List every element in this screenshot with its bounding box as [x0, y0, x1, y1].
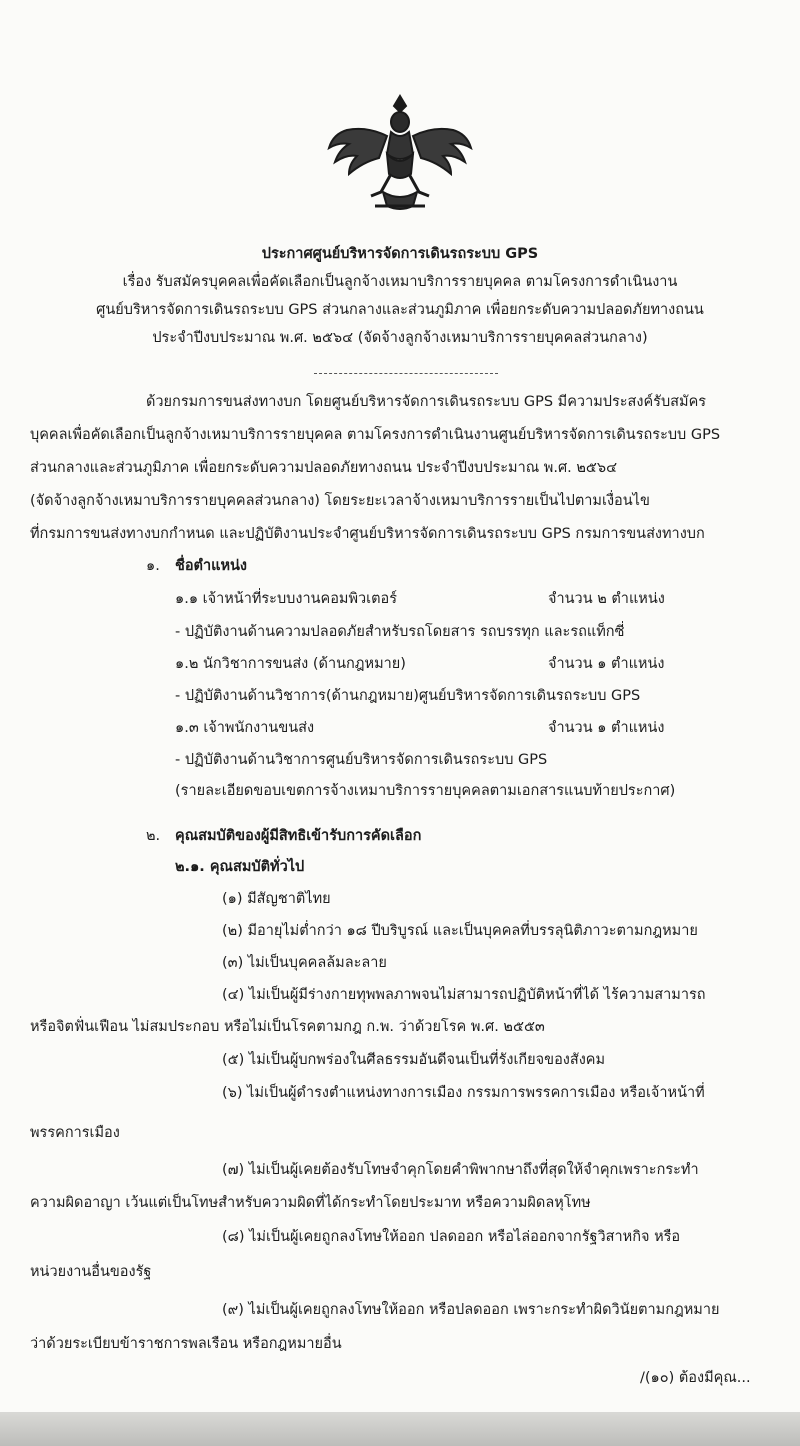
- qual-item-6-line1: (๖) ไม่เป็นผู้ดำรงตำแหน่งทางการเมือง กรรมการพรรคการเมือง หรือเจ้าหน้าที่: [222, 1085, 705, 1101]
- header-divider: [314, 373, 498, 374]
- qual-item-7-line2: ความผิดอาญา เว้นแต่เป็นโทษสำหรับความผิดที่ได้กระทำโดยประมาท หรือความผิดลหุโทษ: [30, 1195, 591, 1211]
- qual-item-6-line2: พรรคการเมือง: [30, 1125, 120, 1141]
- qual-item-3: (๓) ไม่เป็นบุคคลล้มละลาย: [222, 955, 387, 971]
- subject-line-2: ศูนย์บริหารจัดการเดินรถระบบ GPS ส่วนกลางและส่วนภูมิภาค เพื่อยกระดับความปลอดภัยทางถนน: [96, 302, 704, 318]
- continuation-text: /(๑๐) ต้องมีคุณ...: [640, 1370, 751, 1386]
- qual-item-4-line2: หรือจิตฟั่นเฟือน ไม่สมประกอบ หรือไม่เป็นโรคตามกฎ ก.พ. ว่าด้วยโรค พ.ศ. ๒๕๕๓: [30, 1019, 545, 1035]
- qual-item-8-line1: (๘) ไม่เป็นผู้เคยถูกลงโทษให้ออก ปลดออก หรือไล่ออกจากรัฐวิสาหกิจ หรือ: [222, 1229, 681, 1245]
- intro-line-2: บุคคลเพื่อคัดเลือกเป็นลูกจ้างเหมาบริการรายบุคคล ตามโครงการดำเนินงานศูนย์บริหารจัดการเดินรถระบบ GPS: [30, 427, 721, 443]
- qual-item-8-line2: หน่วยงานอื่นของรัฐ: [30, 1264, 152, 1280]
- section1-note: (รายละเอียดขอบเขตการจ้างเหมาบริการรายบุคคลตามเอกสารแนบท้ายประกาศ): [175, 783, 676, 799]
- qual-item-9-line1: (๙) ไม่เป็นผู้เคยถูกลงโทษให้ออก หรือปลดออก เพราะกระทำผิดวินัยตามกฎหมาย: [222, 1302, 720, 1318]
- section1-heading: ชื่อตำแหน่ง: [175, 558, 248, 574]
- qual-item-1: (๑) มีสัญชาติไทย: [222, 891, 331, 907]
- position-2-title: ๑.๒ นักวิชาการขนส่ง (ด้านกฎหมาย): [175, 656, 406, 672]
- position-2-desc: - ปฏิบัติงานด้านวิชาการ(ด้านกฎหมาย)ศูนย์บริหารจัดการเดินรถระบบ GPS: [175, 688, 641, 704]
- intro-line-1: ด้วยกรมการขนส่งทางบก โดยศูนย์บริหารจัดการเดินรถระบบ GPS มีความประสงค์รับสมัคร: [146, 394, 707, 410]
- position-2-qty: จำนวน ๑ ตำแหน่ง: [548, 656, 665, 672]
- announcement-title: ประกาศศูนย์บริหารจัดการเดินรถระบบ GPS: [261, 246, 539, 262]
- position-3-desc: - ปฏิบัติงานด้านวิชาการศูนย์บริหารจัดการเดินรถระบบ GPS: [175, 752, 548, 768]
- subject-line-1: เรื่อง รับสมัครบุคคลเพื่อคัดเลือกเป็นลูกจ้างเหมาบริการรายบุคคล ตามโครงการดำเนินงาน: [122, 274, 678, 290]
- qual-item-5: (๕) ไม่เป็นผู้บกพร่องในศีลธรรมอันดีจนเป็นที่รังเกียจของสังคม: [222, 1052, 606, 1068]
- section1-number: ๑.: [146, 558, 160, 574]
- qual-item-7-line1: (๗) ไม่เป็นผู้เคยต้องรับโทษจำคุกโดยคำพิพากษาถึงที่สุดให้จำคุกเพราะกระทำ: [222, 1162, 699, 1178]
- intro-line-4: (จัดจ้างลูกจ้างเหมาบริการรายบุคคลส่วนกลาง) โดยระยะเวลาจ้างเหมาบริการรายเป็นไปตามเงื่อนไข: [30, 493, 650, 509]
- intro-line-5: ที่กรมการขนส่งทางบกกำหนด และปฏิบัติงานประจำศูนย์บริหารจัดการเดินรถระบบ GPS กรมการขนส่งทางบก: [30, 526, 705, 542]
- position-3-title: ๑.๓ เจ้าพนักงานขนส่ง: [175, 720, 315, 736]
- position-1-desc: - ปฏิบัติงานด้านความปลอดภัยสำหรับรถโดยสาร รถบรรทุก และรถแท็กซี่: [175, 624, 625, 640]
- section2-number: ๒.: [146, 828, 161, 844]
- subject-line-3: ประจำปีงบประมาณ พ.ศ. ๒๕๖๔ (จัดจ้างลูกจ้างเหมาบริการรายบุคคลส่วนกลาง): [152, 330, 648, 346]
- qual-item-2: (๒) มีอายุไม่ต่ำกว่า ๑๘ ปีบริบูรณ์ และเป็นบุคคลที่บรรลุนิติภาวะตามกฎหมาย: [222, 923, 698, 939]
- intro-line-3: ส่วนกลางและส่วนภูมิภาค เพื่อยกระดับความปลอดภัยทางถนน ประจำปีงบประมาณ พ.ศ. ๒๕๖๔: [30, 460, 618, 476]
- section2-subheading: ๒.๑. คุณสมบัติทั่วไป: [175, 859, 305, 875]
- qual-item-9-line2: ว่าด้วยระเบียบข้าราชการพลเรือน หรือกฎหมายอื่น: [30, 1336, 342, 1352]
- qual-item-4-line1: (๔) ไม่เป็นผู้มีร่างกายทุพพลภาพจนไม่สามารถปฏิบัติหน้าที่ได้ ไร้ความสามารถ: [222, 987, 706, 1003]
- position-3-qty: จำนวน ๑ ตำแหน่ง: [548, 720, 665, 736]
- position-1-title: ๑.๑ เจ้าหน้าที่ระบบงานคอมพิวเตอร์: [175, 591, 398, 607]
- section2-heading: คุณสมบัติของผู้มีสิทธิเข้ารับการคัดเลือก: [175, 828, 422, 844]
- announcement-subject: [20, 268, 780, 352]
- position-1-qty: จำนวน ๒ ตำแหน่ง: [548, 591, 665, 607]
- garuda-emblem-icon: [325, 88, 475, 218]
- page-bottom-edge: [0, 1412, 800, 1446]
